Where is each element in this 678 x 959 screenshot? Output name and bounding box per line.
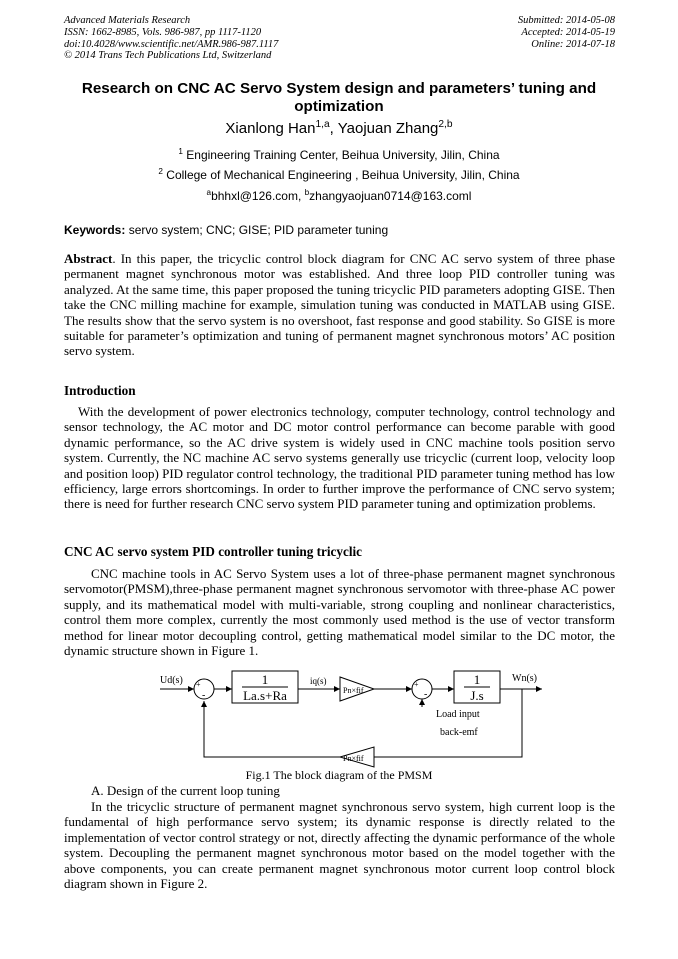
affiliation-2 [0,168,678,182]
minus-sign-2: - [424,689,428,700]
online-date: Online: 2014-07-18 [531,38,615,50]
author-separator: , [329,120,338,137]
author-1: Xianlong Han [225,120,316,137]
journal-name: Advanced Materials Research [64,15,191,26]
journal-info [64,15,278,62]
gain-label: Pn×fif [343,686,364,695]
submitted-date: Submitted: 2014-05-08 [517,15,615,26]
author-2: Yaojuan Zhang [337,120,439,137]
email-a-sup: a [206,188,212,197]
accepted-date: Accepted: 2014-05-19 [521,26,615,38]
feedback-gain-label: Pn×fif [343,754,364,763]
input-label: Ud(s) [160,675,183,686]
block1-numerator: 1 [261,672,269,687]
output-label: Wn(s) [512,673,537,684]
affiliation-2-sup: 2 [158,167,163,176]
doi-line: doi:10.4028/www.scientific.net/AMR.986-987.1117 [64,38,279,50]
paper-title: Research on CNC AC Servo System design and parameters’ tuning and optimization [81,80,597,115]
email-a: bhhxl@126.com, [211,189,305,203]
section-heading: CNC AC servo system PID controller tuning tricyclic [64,544,363,559]
block1-denominator: La.s+Ra [243,688,287,703]
issn-line: ISSN: 1662-8985, Vols. 986-987, pp 1117-1120 [64,26,262,38]
affiliation-1 [0,148,678,162]
load-input-label: Load input [436,709,480,720]
keywords-text: servo system; CNC; GISE; PID parameter tuning [125,223,389,237]
affiliation-2-text: College of Mechanical Engineering , Beihua University, Jilin, China [162,168,520,182]
email-b-sup: b [304,188,310,197]
affiliation-1-sup: 1 [178,147,183,156]
section-paragraph: CNC machine tools in AC Servo System uses a lot of three-phase permanent magnet synchronous servomotor(PMSM),three-phase permanent magnet synchronous servomotor with three-phase AC power supply, and its mathematical model with multi-variable, strong coupling and nonlinear characteristics, control them more complex, currently the most commonly used method is the use of vector transform method for linear motor decoupling control, getting mathematical model similar to the DC motor, the dynamic structure shown in Figure 1. [64,566,615,659]
copyright-line: © 2014 Trans Tech Publications Ltd, Switzerland [64,50,272,62]
feedback-line-left [204,701,340,757]
plus-sign-1: + [196,680,201,689]
abstract-label: Abstract [64,251,113,266]
author-1-sup: 1,a [315,119,330,130]
abstract [64,251,615,359]
back-emf-label: back-emf [440,727,478,738]
abstract-text: . In this paper, the tricyclic control block diagram for CNC AC servo system of three phase permanent magnet synchronous motor was established. And three loop PID controller tuning was analyzed. At the same time, this paper proposed the tuning tricyclic PID parameters adopting GISE. Then take the CNC milling machine for example, simulation tuning was conducted in MATLAB using GISE. The results show that the servo system is no overshoot, fast response and good stability. So GISE is more suitable for parameter’s optimization and tuning of permanent magnet synchronous motors’ AC position servo system. [64,251,615,359]
emails-line [0,189,678,203]
authors-line [0,120,678,137]
subsection-heading: A. Design of the current loop tuning [91,783,280,798]
subsection-paragraph: In the tricyclic structure of permanent magnet synchronous servo system, high current loop is the fundamental of high performance servo system; its dynamic response is directly related to the implementation of vector control strategy or not, directly affecting the dynamic performance of the whole system. Decoupling the permanent magnet synchronous motor based on the model together with the above components, you can create permanent magnet synchronous motor current loop control block diagram shown in Figure 2. [64,799,615,892]
author-2-sup: 2,b [438,119,453,130]
intro-paragraph: With the development of power electronics technology, computer technology, control technology and sensor technology, the AC motor and DC motor control performance can become parable with good dynamic performance, so the AC drive system is widely used in CNC machine tools position servo system. Currently, the NC machine AC servo systems generally use tricyclic (current loop, velocity loop and position loop) PID regulator control technology, the traditional PID parameter tuning method has low efficiency, large errors shortcomings. In order to further improve the performance of CNC servo system; there is need for further research CNC servo system PID parameter tuning and optimization problems. [64,404,615,512]
intro-heading: Introduction [64,383,136,398]
block2-numerator: 1 [473,672,481,687]
dates-info [518,15,615,50]
plus-sign-2: + [414,680,419,689]
minus-sign-1: - [202,690,206,701]
keywords-label: Keywords: [64,223,126,237]
block2-denominator: J.s [470,688,484,703]
affiliation-1-text: Engineering Training Center, Beihua University, Jilin, China [182,148,500,162]
figure-caption: Fig.1 The block diagram of the PMSM [245,768,433,782]
email-b: zhangyaojuan0714@163.coml [309,189,472,203]
pmsm-block-diagram [150,663,550,773]
current-label: iq(s) [310,676,327,686]
keywords [64,223,388,237]
